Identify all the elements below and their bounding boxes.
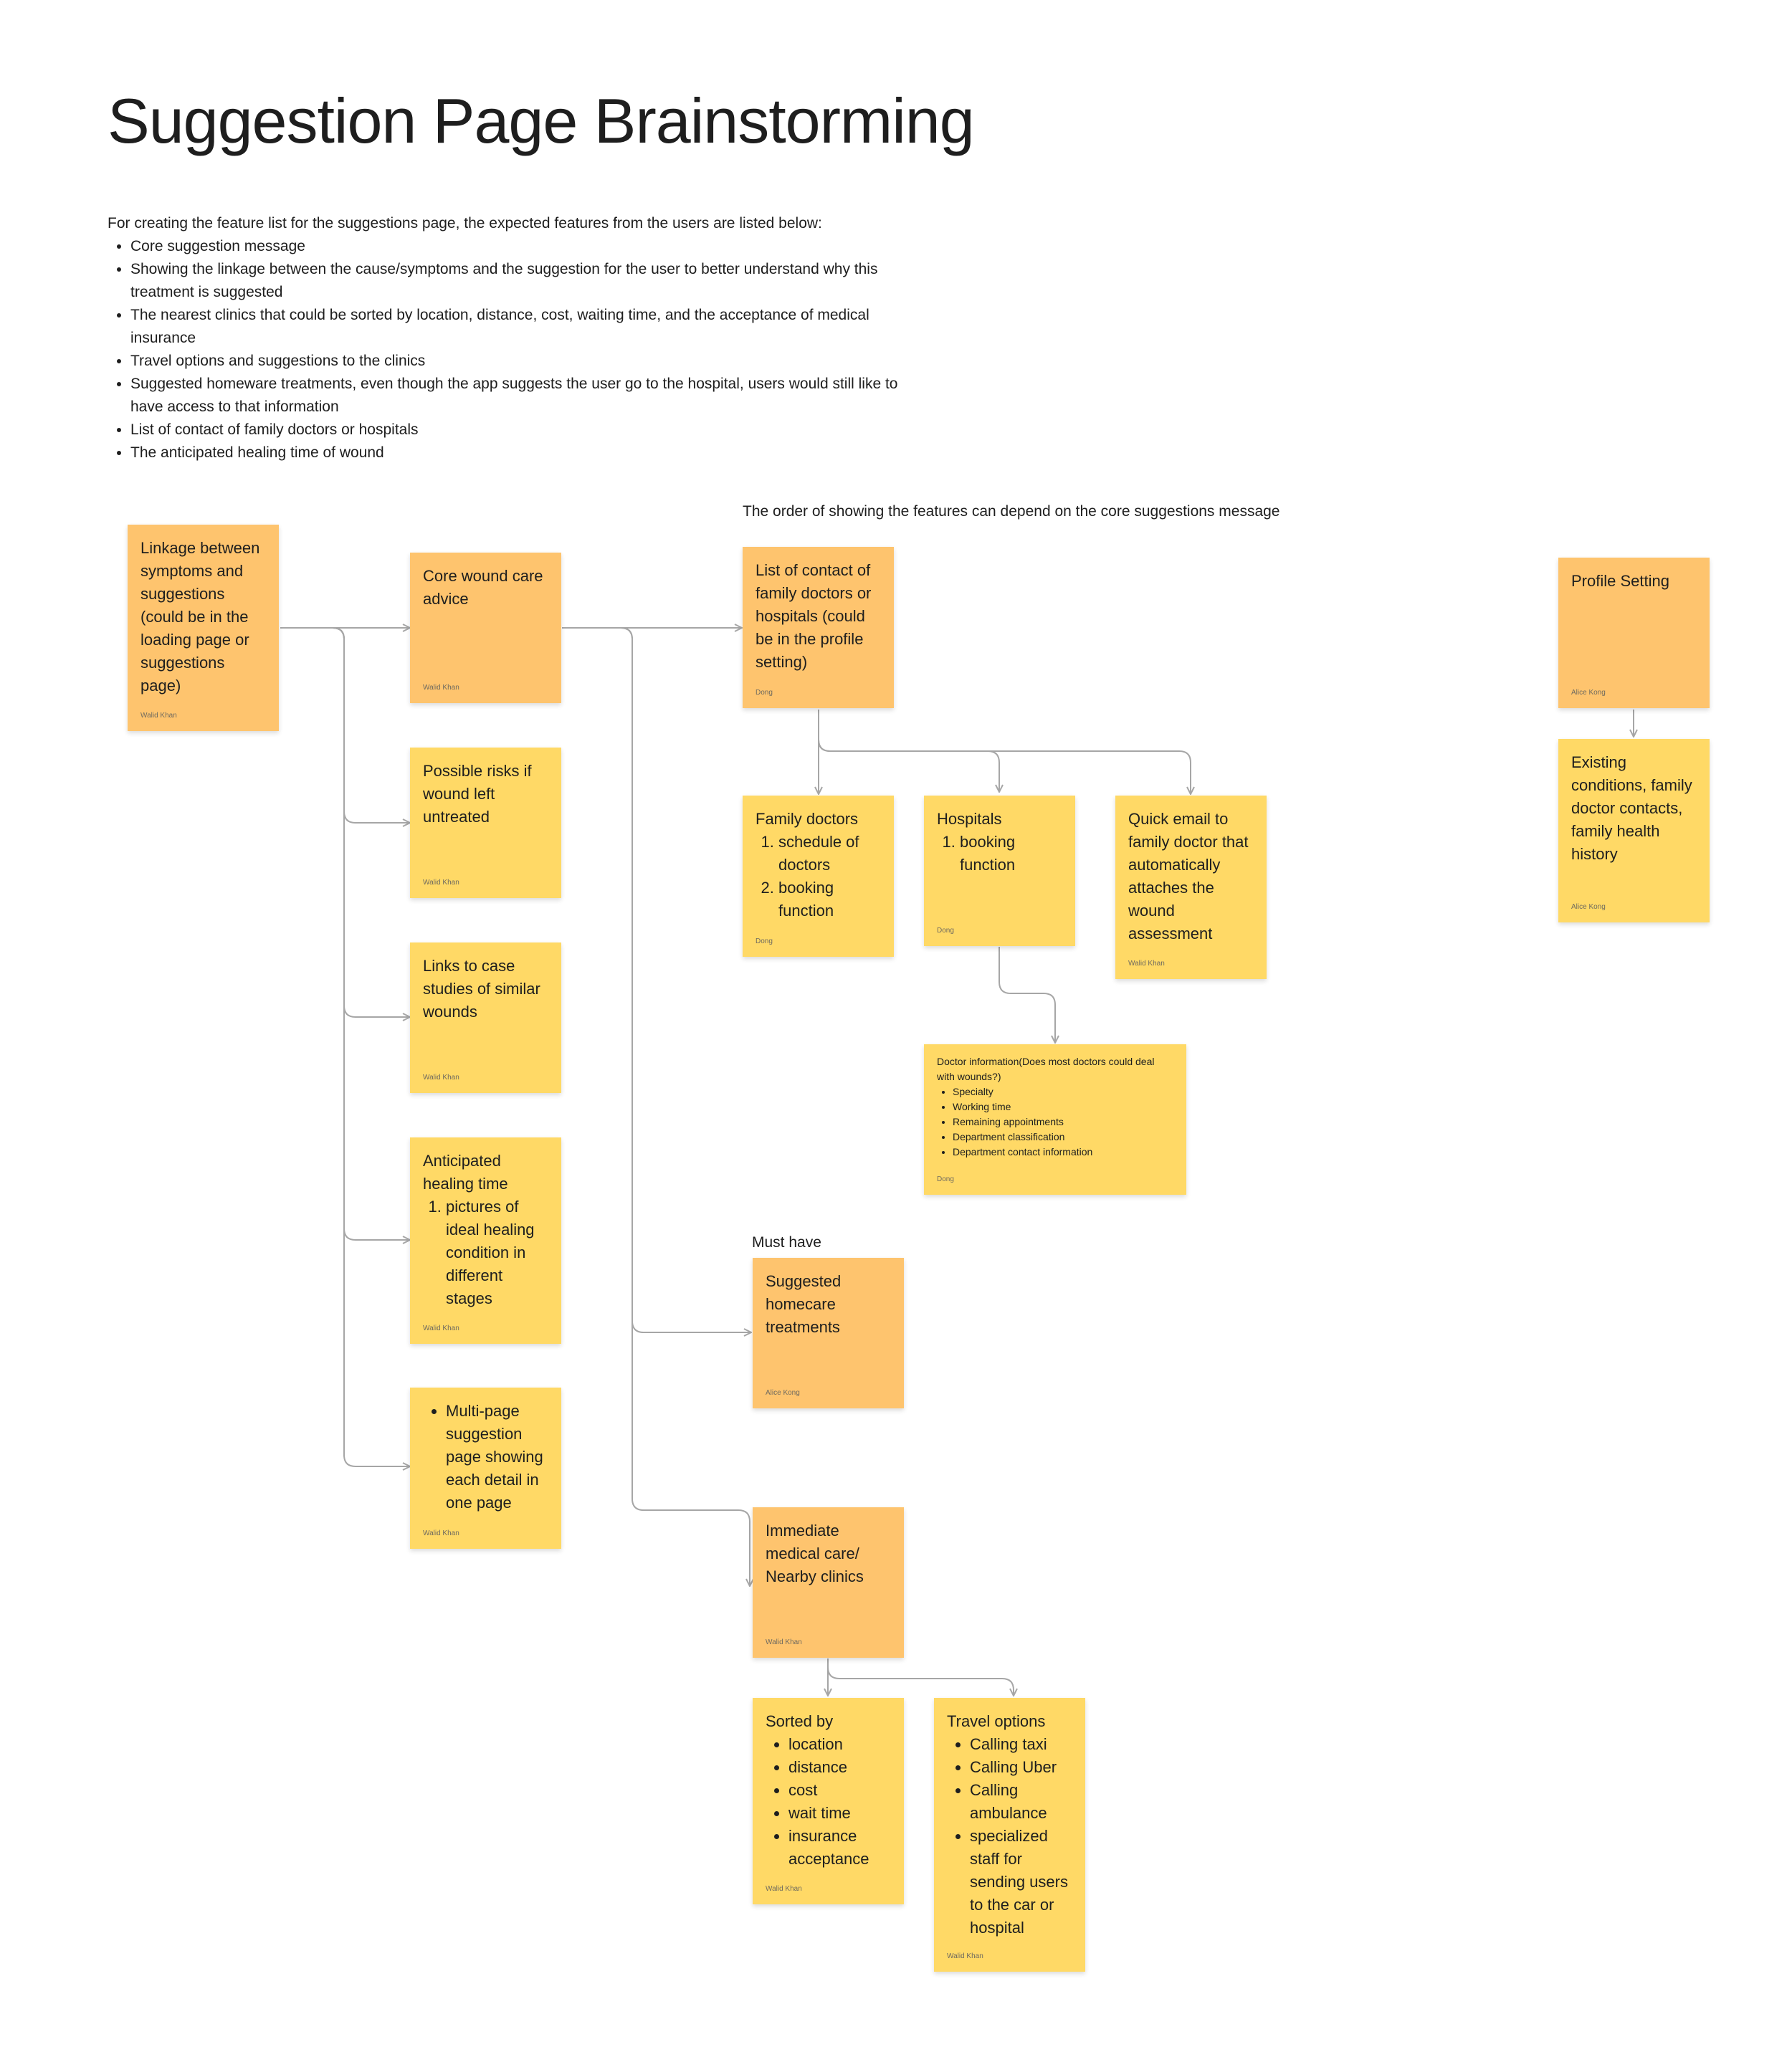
- sticky-note-linkage[interactable]: [128, 525, 279, 731]
- sticky-list-item: • specialized staff for sending users to the car or hospital: [970, 1825, 1072, 1939]
- sticky-list-item: 2. booking function: [778, 877, 881, 922]
- intro-bullet: • Travel options and suggestions to the clinics: [130, 350, 910, 373]
- sticky-list-item: • distance: [788, 1756, 891, 1779]
- sticky-note-contacts-list[interactable]: [743, 547, 894, 708]
- sticky-note-quick-email[interactable]: [1115, 796, 1267, 979]
- sticky-note-anticipated-healing[interactable]: [410, 1137, 561, 1344]
- sticky-author: Alice Kong: [766, 1389, 800, 1397]
- sticky-text: [947, 1710, 1072, 1939]
- sticky-author: Dong: [756, 937, 773, 945]
- sticky-text: [766, 1710, 891, 1871]
- sticky-bullet-list: [937, 1084, 1173, 1160]
- intro-bullet: • Showing the linkage between the cause/symptoms and the suggestion for the user to better understand why this treatment is suggested: [130, 258, 910, 304]
- intro-bullet: • List of contact of family doctors or hospitals: [130, 419, 910, 442]
- sticky-list-item: • Department contact information: [953, 1145, 1173, 1160]
- sticky-author: Dong: [756, 689, 773, 697]
- sticky-note-immediate-care[interactable]: [753, 1507, 904, 1658]
- sticky-author: Walid Khan: [423, 879, 459, 887]
- sticky-list-item: 1. pictures of ideal healing condition in different stages: [446, 1195, 548, 1310]
- sticky-author: Alice Kong: [1571, 903, 1606, 911]
- order-note-label: The order of showing the features can depend on the core suggestions message: [743, 503, 1280, 520]
- sticky-author: Walid Khan: [140, 712, 177, 720]
- sticky-note-multi-page[interactable]: [410, 1388, 561, 1549]
- sticky-list-item: • Remaining appointments: [953, 1115, 1173, 1130]
- sticky-note-case-studies[interactable]: [410, 942, 561, 1093]
- sticky-heading: Travel options: [947, 1712, 1046, 1730]
- intro-bullet: • Suggested homeware treatments, even though the app suggests the user go to the hospital, users would still like to have access to that information: [130, 373, 910, 419]
- sticky-list-item: • Multi-page suggestion page showing each detail in one page: [446, 1400, 548, 1514]
- sticky-heading: Sorted by: [766, 1712, 834, 1730]
- sticky-note-possible-risks[interactable]: [410, 748, 561, 898]
- sticky-heading: Anticipated healing time: [423, 1152, 508, 1193]
- sticky-author: Walid Khan: [423, 684, 459, 692]
- intro-bullet: • Core suggestion message: [130, 235, 910, 258]
- sticky-author: Dong: [937, 1175, 954, 1183]
- sticky-list-item: • Working time: [953, 1099, 1173, 1115]
- sticky-text: [423, 1400, 548, 1514]
- connector-linkage-to-healing: [280, 628, 410, 1240]
- sticky-note-travel-options[interactable]: [934, 1698, 1085, 1972]
- sticky-author: Alice Kong: [1571, 689, 1606, 697]
- connector-contacts-to-quick-email: [819, 710, 1191, 794]
- sticky-text: Linkage between symptoms and suggestions (could be in the loading page or suggestions page): [140, 539, 260, 695]
- sticky-author: Walid Khan: [766, 1638, 802, 1646]
- intro-lead: For creating the feature list for the suggestions page, the expected features from the users are listed below:: [108, 215, 822, 232]
- sticky-text: Core wound care advice: [423, 567, 543, 608]
- sticky-list-item: • Calling ambulance: [970, 1779, 1072, 1825]
- connector-immediate-to-travel: [828, 1659, 1014, 1696]
- sticky-list-item: 1. schedule of doctors: [778, 831, 881, 877]
- sticky-list-item: • location: [788, 1733, 891, 1756]
- sticky-text: Possible risks if wound left untreated: [423, 762, 532, 826]
- must-have-label: Must have: [752, 1234, 821, 1251]
- sticky-bullet-list: [947, 1733, 1072, 1939]
- sticky-numbered-list: [756, 831, 881, 922]
- sticky-note-profile-setting[interactable]: [1558, 558, 1710, 708]
- sticky-note-homecare-treatments[interactable]: [753, 1258, 904, 1408]
- sticky-text: List of contact of family doctors or hospitals (could be in the profile setting): [756, 561, 872, 671]
- sticky-text: Immediate medical care/ Nearby clinics: [766, 1522, 864, 1585]
- sticky-author: Walid Khan: [766, 1885, 802, 1893]
- sticky-author: Walid Khan: [947, 1952, 983, 1960]
- sticky-text: [937, 1054, 1173, 1160]
- sticky-bullet-list: [423, 1400, 548, 1514]
- sticky-numbered-list: [937, 831, 1062, 877]
- sticky-heading: Hospitals: [937, 810, 1002, 828]
- sticky-note-sorted-by[interactable]: [753, 1698, 904, 1904]
- sticky-list-item: • Specialty: [953, 1084, 1173, 1099]
- connector-hospitals-to-doctor-info: [999, 947, 1055, 1043]
- intro-bullet: • The nearest clinics that could be sorted by location, distance, cost, waiting time, and the acceptance of medical insurance: [130, 304, 910, 350]
- connector-core-to-homecare: [562, 628, 751, 1332]
- sticky-list-item: • Calling taxi: [970, 1733, 1072, 1756]
- connector-linkage-to-risks: [280, 628, 410, 823]
- sticky-text: [937, 808, 1062, 877]
- page-title: Suggestion Page Brainstorming: [108, 85, 974, 156]
- sticky-author: Walid Khan: [423, 1529, 459, 1537]
- connector-core-to-immediate: [562, 628, 750, 1586]
- sticky-list-item: • Department classification: [953, 1130, 1173, 1145]
- sticky-text: Links to case studies of similar wounds: [423, 957, 540, 1021]
- sticky-author: Walid Khan: [423, 1074, 459, 1082]
- sticky-text: [423, 1150, 548, 1310]
- sticky-list-item: 1. booking function: [960, 831, 1062, 877]
- sticky-note-doctor-information[interactable]: [924, 1044, 1186, 1195]
- connector-linkage-to-multipage: [280, 628, 410, 1466]
- sticky-author: Walid Khan: [423, 1325, 459, 1332]
- sticky-note-core-wound-care[interactable]: [410, 553, 561, 703]
- sticky-note-existing-conditions[interactable]: [1558, 739, 1710, 922]
- sticky-list-item: • cost: [788, 1779, 891, 1802]
- sticky-list-item: • Calling Uber: [970, 1756, 1072, 1779]
- sticky-author: Dong: [937, 927, 954, 935]
- sticky-numbered-list: [423, 1195, 548, 1310]
- sticky-note-hospitals[interactable]: [924, 796, 1075, 946]
- sticky-list-item: • wait time: [788, 1802, 891, 1825]
- sticky-text: Suggested homecare treatments: [766, 1272, 842, 1336]
- sticky-heading: Family doctors: [756, 810, 859, 828]
- sticky-text: Existing conditions, family doctor contacts, family health history: [1571, 753, 1692, 863]
- sticky-note-family-doctors[interactable]: [743, 796, 894, 957]
- sticky-author: Walid Khan: [1128, 960, 1165, 968]
- sticky-heading: Doctor information(Does most doctors could deal with wounds?): [937, 1056, 1155, 1082]
- sticky-list-item: • insurance acceptance: [788, 1825, 891, 1871]
- sticky-text: [756, 808, 881, 922]
- sticky-text: Quick email to family doctor that automatically attaches the wound assessment: [1128, 810, 1249, 942]
- intro-bullet: • The anticipated healing time of wound: [130, 442, 910, 464]
- sticky-text: Profile Setting: [1571, 572, 1669, 590]
- sticky-bullet-list: [766, 1733, 891, 1871]
